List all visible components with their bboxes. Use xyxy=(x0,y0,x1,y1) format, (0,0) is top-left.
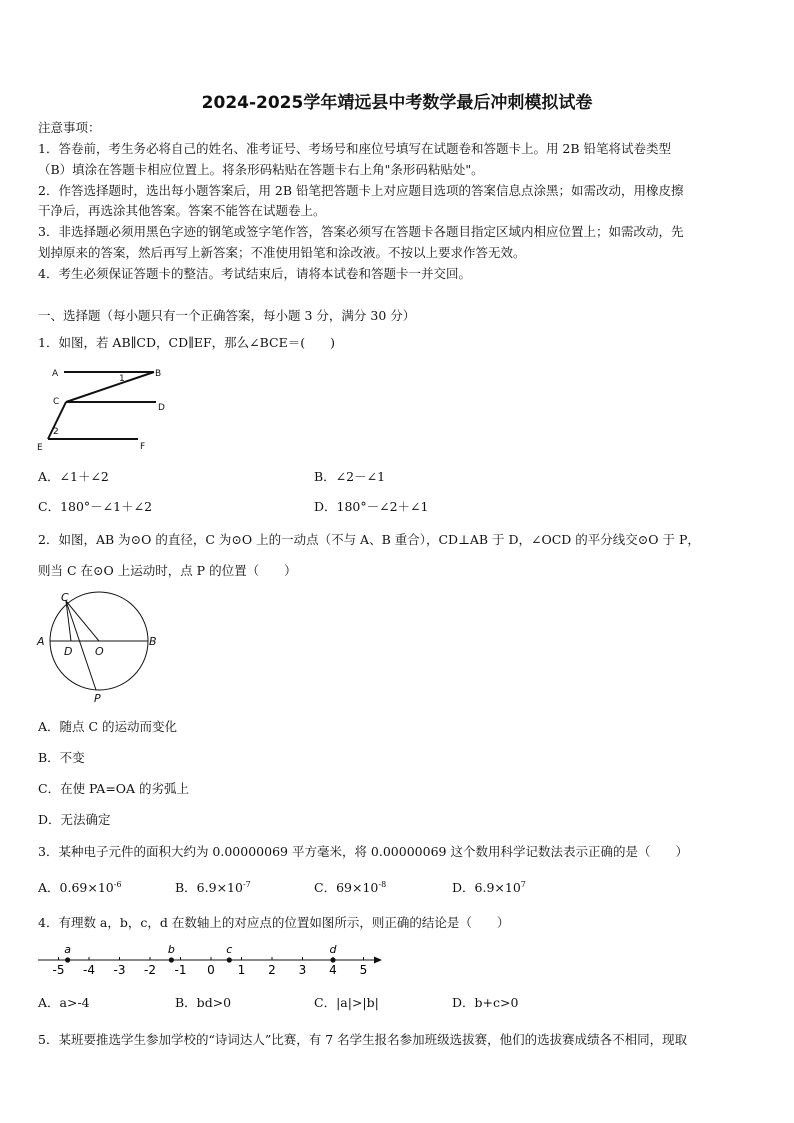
q2-stem-line2: 则当 C 在⊙O 上运动时，点 P 的位置（ ） xyxy=(38,563,297,578)
q4-option-a[interactable]: A．a>-4 xyxy=(38,995,90,1010)
notice-line: 4．考生必须保证答题卡的整洁。考试结束后，请将本试卷和答题卡一并交回。 xyxy=(38,266,471,281)
q1-stem: 1．如图，若 AB∥CD，CD∥EF，那么∠BCE＝( ) xyxy=(38,335,335,350)
q2-option-d[interactable]: D．无法确定 xyxy=(38,812,111,827)
point-a xyxy=(65,957,70,962)
label-b: B xyxy=(155,369,162,379)
label-o: O xyxy=(95,645,104,658)
q2-stem-line1: 2．如图，AB 为⊙O 的直径，C 为⊙O 上的一动点（不与 A、B 重合），CD⊥AB 于 D，∠OCD 的平分线交⊙O 于 P， xyxy=(38,532,700,547)
tick-label: -2 xyxy=(144,963,156,977)
tick-label: -3 xyxy=(113,963,126,977)
tick-label: 4 xyxy=(329,963,337,977)
q3-option-a-base: A．0.69×10 xyxy=(38,880,114,895)
q2-option-b[interactable]: B．不变 xyxy=(38,750,85,765)
q3-option-a[interactable] xyxy=(38,878,122,896)
label-d: D xyxy=(158,403,165,413)
segment-co xyxy=(66,601,99,641)
q3-option-b-exp: -7 xyxy=(242,879,251,889)
label-c: C xyxy=(61,591,69,604)
tick-label: 1 xyxy=(237,963,246,977)
notice-line: 干净后，再选涂其他答案。答案不能答在试题卷上。 xyxy=(38,203,326,218)
q3-option-c[interactable] xyxy=(314,878,386,896)
label-d: D xyxy=(64,645,73,658)
tick-label: -5 xyxy=(52,963,65,977)
point-label-a: a xyxy=(64,943,72,956)
q4-stem: 4．有理数 a，b，c，d 在数轴上的对应点的位置如图所示，则正确的结论是（ ） xyxy=(38,915,510,930)
q5-stem: 5．某班要推选学生参加学校的“诗词达人”比赛，有 7 名学生报名参加班级选拔赛，他们的选拔赛成绩各不相同，现取 xyxy=(38,1032,688,1047)
point-c xyxy=(227,957,232,962)
q3-option-d[interactable] xyxy=(452,878,526,896)
label-f: F xyxy=(140,442,146,452)
q4-option-c[interactable]: C．|a|>|b| xyxy=(314,995,379,1010)
q3-stem: 3．某种电子元件的面积大约为 0.00000069 平方毫米，将 0.00000069 这个数用科学记数法表示正确的是（ ） xyxy=(38,844,688,859)
q4-option-d[interactable]: D．b+c>0 xyxy=(452,995,519,1010)
label-b: B xyxy=(149,635,157,648)
q4-number-line xyxy=(36,936,386,980)
q1-option-d[interactable]: D．180°－∠2＋∠1 xyxy=(314,499,429,514)
tick-label: 5 xyxy=(359,963,368,977)
angle-2-label: 2 xyxy=(53,427,59,437)
q3-option-c-base: C．69×10 xyxy=(314,880,379,895)
tick-label: 3 xyxy=(298,963,307,977)
tick-label: 0 xyxy=(207,963,215,977)
line-bc xyxy=(66,372,154,402)
label-a: A xyxy=(52,369,59,379)
label-e: E xyxy=(37,443,43,453)
angle-1-label: 1 xyxy=(119,374,125,384)
q2-option-a[interactable]: A．随点 C 的运动而变化 xyxy=(38,719,178,734)
q3-option-a-exp: -6 xyxy=(113,879,122,889)
point-label-b: b xyxy=(167,943,175,956)
q3-option-b[interactable] xyxy=(175,878,251,896)
q1-option-b[interactable]: B．∠2－∠1 xyxy=(314,469,386,484)
label-c: C xyxy=(53,397,60,407)
notice-heading: 注意事项： xyxy=(38,120,101,135)
q4-option-b[interactable]: B．bd>0 xyxy=(175,995,232,1010)
q1-option-a[interactable]: A．∠1＋∠2 xyxy=(38,469,109,484)
notice-line: 划掉原来的答案，然后再写上新答案；不准使用铅笔和涂改液。不按以上要求作答无效。 xyxy=(38,245,526,260)
page-title: 2024-2025学年靖远县中考数学最后冲刺模拟试卷 xyxy=(201,93,593,113)
notice-line: 1．答卷前，考生务必将自己的姓名、准考证号、考场号和座位号填写在试题卷和答题卡上。用 2B 铅笔将试卷类型 xyxy=(38,141,672,156)
label-p: P xyxy=(94,692,101,705)
point-label-c: c xyxy=(226,943,233,956)
q1-figure xyxy=(34,362,174,454)
point-label-d: d xyxy=(329,943,337,956)
tick-label: 2 xyxy=(268,963,276,977)
q3-option-d-base: D．6.9×10 xyxy=(452,880,521,895)
label-a: A xyxy=(37,635,45,648)
q3-option-c-exp: -8 xyxy=(378,879,387,889)
tick-label: -4 xyxy=(83,963,95,977)
notice-line: 2．作答选择题时，选出每小题答案后，用 2B 铅笔把答题卡上对应题目选项的答案信息点涂黑；如需改动，用橡皮擦 xyxy=(38,183,684,198)
q3-option-d-exp: 7 xyxy=(520,879,526,889)
point-d xyxy=(330,957,335,962)
axis-arrow-icon xyxy=(374,957,382,964)
section-heading: 一、选择题（每小题只有一个正确答案，每小题 3 分，满分 30 分） xyxy=(38,308,416,323)
q2-figure xyxy=(34,588,164,708)
notice-line: （B）填涂在答题卡相应位置上。将条形码粘贴在答题卡右上角"条形码粘贴处"。 xyxy=(38,162,484,177)
notice-line: 3．非选择题必须用黑色字迹的钢笔或签字笔作答，答案必须写在答题卡各题目指定区域内相应位置上；如需改动，先 xyxy=(38,224,684,239)
point-b xyxy=(169,957,174,962)
q3-option-b-base: B．6.9×10 xyxy=(175,880,243,895)
q2-option-c[interactable]: C．在使 PA=OA 的劣弧上 xyxy=(38,781,190,796)
q1-option-c[interactable]: C．180°－∠1＋∠2 xyxy=(38,499,153,514)
tick-label: -1 xyxy=(174,963,187,977)
